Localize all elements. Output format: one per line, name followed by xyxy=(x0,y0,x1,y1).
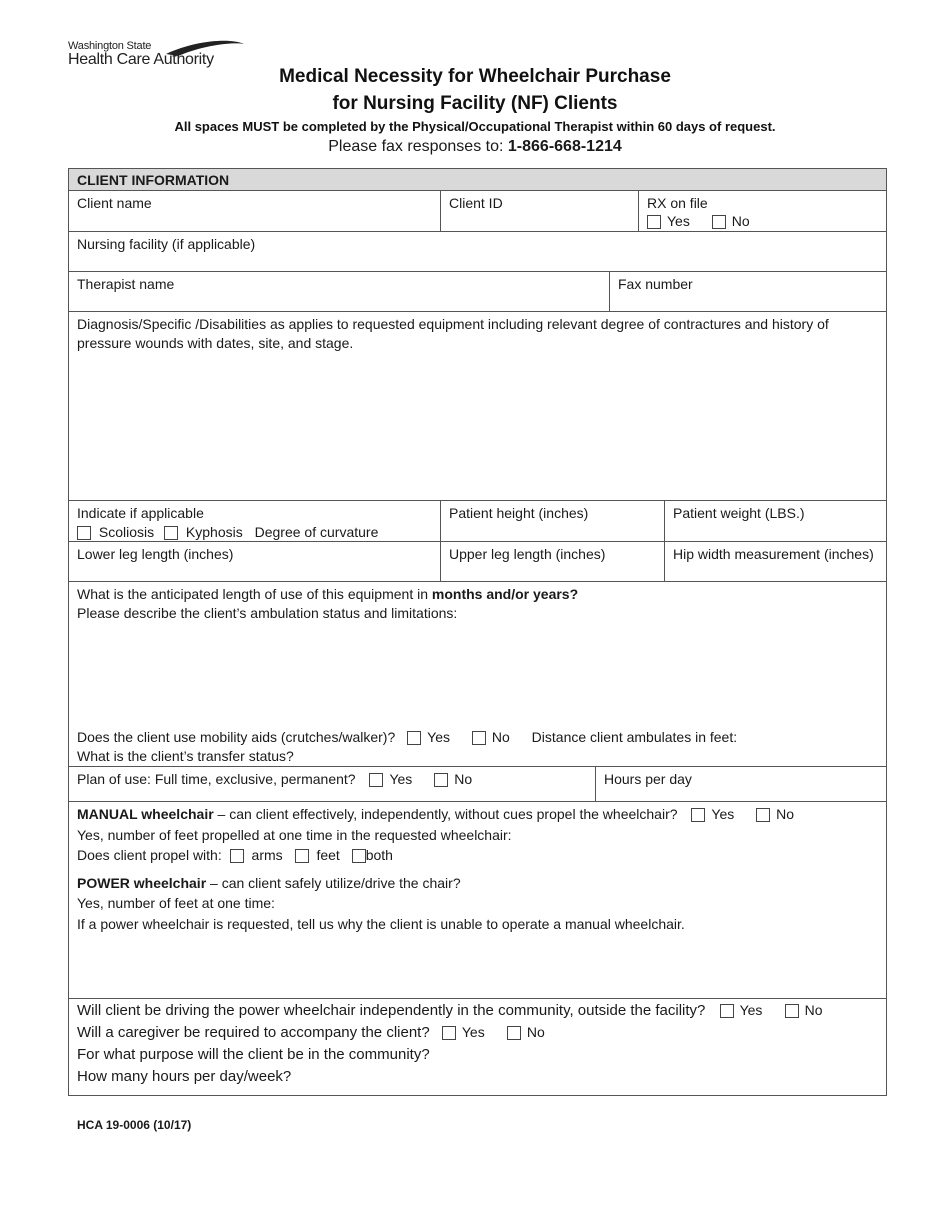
caregiver-yes-label: Yes xyxy=(461,1024,485,1040)
indicate-label: Indicate if applicable xyxy=(77,505,204,521)
plan-of-use-row xyxy=(69,767,886,802)
ambulation-question[interactable]: Please describe the client’s ambulation status and limitations: xyxy=(77,605,458,621)
measurements-row-2 xyxy=(69,542,886,582)
client-name-field[interactable] xyxy=(69,191,440,231)
mobility-aids-question xyxy=(77,728,737,747)
nursing-facility-row xyxy=(69,232,886,272)
feet-checkbox[interactable] xyxy=(295,849,309,863)
plan-yes-checkbox[interactable] xyxy=(369,773,383,787)
client-form xyxy=(68,168,887,1096)
mobility-yes-label: Yes xyxy=(427,729,450,745)
driving-yes-label: Yes xyxy=(739,1002,763,1018)
indicate-field xyxy=(69,501,440,541)
plan-yes-label: Yes xyxy=(389,771,413,787)
manual-feet-question[interactable]: Yes, number of feet propelled at one time in the requested wheelchair: xyxy=(77,827,512,843)
driving-question xyxy=(77,1001,822,1020)
fax-prefix: Please fax responses to: xyxy=(328,138,504,155)
upper-leg-label: Upper leg length (inches) xyxy=(449,546,606,562)
plan-of-use-field xyxy=(69,767,595,801)
caregiver-label: Will a caregiver be required to accompany the client? xyxy=(77,1024,430,1041)
driving-no-label: No xyxy=(804,1002,823,1018)
purpose-question[interactable]: For what purpose will the client be in the community? xyxy=(77,1046,430,1063)
plan-of-use-label: Plan of use: Full time, exclusive, permanent? xyxy=(77,771,356,787)
rx-on-file-label: RX on file xyxy=(647,195,708,211)
nursing-facility-field[interactable] xyxy=(69,232,886,271)
power-why-question[interactable]: If a power wheelchair is requested, tell us why the client is unable to operate a manual wheelchair. xyxy=(77,916,685,932)
ambulation-row xyxy=(69,582,886,767)
hours-week-question[interactable]: How many hours per day/week? xyxy=(77,1068,292,1085)
lower-leg-field[interactable] xyxy=(69,542,440,581)
degree-label: Degree of curvature xyxy=(254,524,379,540)
power-text: – can client safely utilize/drive the chair? xyxy=(206,875,461,891)
scoliosis-checkbox[interactable] xyxy=(77,526,91,540)
kyphosis-checkbox[interactable] xyxy=(164,526,178,540)
hours-per-day-field[interactable] xyxy=(595,767,886,801)
diagnosis-row xyxy=(69,312,886,501)
mobility-no-checkbox[interactable] xyxy=(472,731,486,745)
fax-instruction xyxy=(0,138,950,156)
nursing-facility-label: Nursing facility (if applicable) xyxy=(77,236,256,252)
community-row xyxy=(69,999,886,1095)
section-header: CLIENT INFORMATION xyxy=(69,169,886,190)
power-feet-question[interactable]: Yes, number of feet at one time: xyxy=(77,895,275,911)
client-row xyxy=(69,191,886,232)
patient-height-field[interactable] xyxy=(440,501,664,541)
scoliosis-label: Scoliosis xyxy=(98,524,155,540)
diagnosis-label: Diagnosis/Specific /Disabilities as applies to requested equipment including relevant degree of contractures and history of pressure wounds with dates, site, and stage. xyxy=(77,316,829,351)
rx-yes-checkbox[interactable] xyxy=(647,215,661,229)
patient-weight-field[interactable] xyxy=(664,501,886,541)
measurements-row-1 xyxy=(69,501,886,542)
manual-no-checkbox[interactable] xyxy=(756,808,770,822)
arms-label: arms xyxy=(251,847,283,863)
length-use-bold: months and/or years? xyxy=(431,586,579,602)
power-wheelchair-question[interactable] xyxy=(77,874,461,893)
logo-line1: Washington State xyxy=(68,40,152,52)
logo-line2: Health Care Authority xyxy=(68,51,214,68)
manual-bold: MANUAL wheelchair xyxy=(77,806,214,822)
manual-no-label: No xyxy=(776,806,795,822)
both-checkbox[interactable] xyxy=(352,849,366,863)
kyphosis-label: Kyphosis xyxy=(185,524,243,540)
mobility-no-label: No xyxy=(491,729,510,745)
client-id-label: Client ID xyxy=(449,195,503,211)
page-subtitle: for Nursing Facility (NF) Clients xyxy=(332,93,618,114)
manual-yes-checkbox[interactable] xyxy=(691,808,705,822)
distance-label[interactable]: Distance client ambulates in feet: xyxy=(531,729,738,745)
form-code: HCA 19-0006 (10/17) xyxy=(77,1118,192,1132)
transfer-status-question[interactable]: What is the client’s transfer status? xyxy=(77,748,294,764)
client-id-field[interactable] xyxy=(440,191,638,231)
manual-yes-label: Yes xyxy=(711,806,735,822)
hip-width-field[interactable] xyxy=(664,542,886,581)
propel-with-label: Does client propel with: xyxy=(77,847,222,863)
propel-with-question xyxy=(77,846,393,865)
rx-on-file-field xyxy=(638,191,886,231)
feet-label: feet xyxy=(316,847,340,863)
section-header-row xyxy=(69,169,886,191)
wheelchair-row xyxy=(69,802,886,999)
hip-width-label: Hip width measurement (inches) xyxy=(673,546,874,562)
client-name-label: Client name xyxy=(77,195,152,211)
fax-number-field[interactable] xyxy=(609,272,886,311)
upper-leg-field[interactable] xyxy=(440,542,664,581)
patient-weight-label: Patient weight (LBS.) xyxy=(673,505,805,521)
diagnosis-field[interactable] xyxy=(69,312,886,500)
mobility-yes-checkbox[interactable] xyxy=(407,731,421,745)
plan-no-label: No xyxy=(454,771,473,787)
rx-no-checkbox[interactable] xyxy=(712,215,726,229)
caregiver-yes-checkbox[interactable] xyxy=(442,1026,456,1040)
therapist-name-label: Therapist name xyxy=(77,276,175,292)
therapist-row xyxy=(69,272,886,312)
manual-wheelchair-question xyxy=(77,805,812,824)
power-bold: POWER wheelchair xyxy=(77,875,207,891)
plan-no-checkbox[interactable] xyxy=(434,773,448,787)
instruction-text: All spaces MUST be completed by the Physical/Occupational Therapist within 60 days of request. xyxy=(174,119,776,134)
fax-number: 1-866-668-1214 xyxy=(507,138,622,155)
mobility-aids-label: Does the client use mobility aids (crutches/walker)? xyxy=(77,729,396,745)
hours-per-day-label: Hours per day xyxy=(604,771,692,787)
length-use-prefix: What is the anticipated length of use of this equipment in xyxy=(77,586,428,602)
page-title: Medical Necessity for Wheelchair Purchase xyxy=(279,66,671,87)
arms-checkbox[interactable] xyxy=(230,849,244,863)
driving-label: Will client be driving the power wheelchair independently in the community, outside the facility? xyxy=(77,1002,706,1019)
fax-number-label: Fax number xyxy=(618,276,693,292)
patient-height-label: Patient height (inches) xyxy=(449,505,589,521)
length-of-use-question[interactable] xyxy=(77,585,578,604)
manual-text: – can client effectively, independently, without cues propel the wheelchair? xyxy=(213,806,678,822)
therapist-name-field[interactable] xyxy=(69,272,609,311)
caregiver-question xyxy=(77,1023,563,1042)
both-label: both xyxy=(365,847,393,863)
rx-no-label: No xyxy=(731,213,750,229)
caregiver-no-label: No xyxy=(526,1024,545,1040)
lower-leg-label: Lower leg length (inches) xyxy=(77,546,234,562)
rx-yes-label: Yes xyxy=(667,213,690,229)
driving-yes-checkbox[interactable] xyxy=(720,1004,734,1018)
caregiver-no-checkbox[interactable] xyxy=(507,1026,521,1040)
driving-no-checkbox[interactable] xyxy=(785,1004,799,1018)
